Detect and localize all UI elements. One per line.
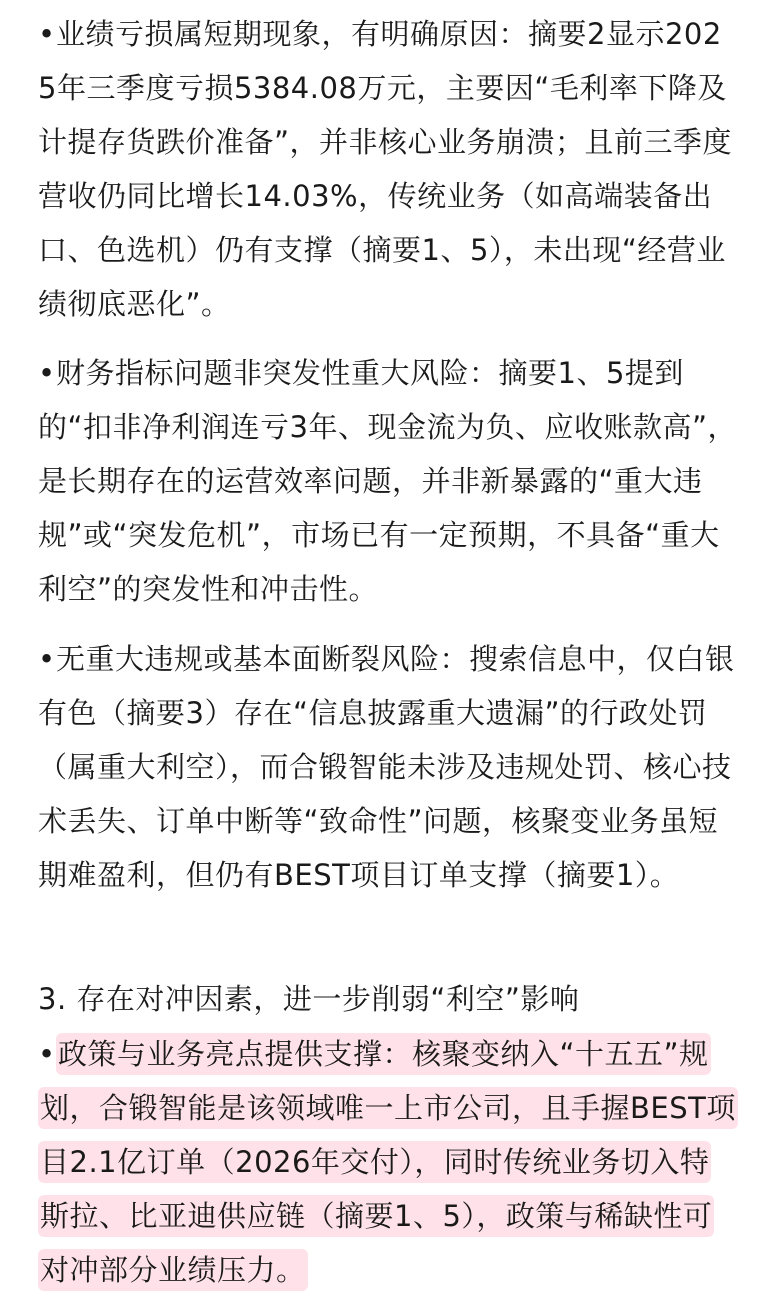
section-heading-hedging-factors: 3. 存在对冲因素，进一步削弱“利空”影响 xyxy=(38,982,580,1016)
bullet-marker: • xyxy=(38,17,56,51)
bullet-paragraph-no-violation-risk xyxy=(38,632,738,902)
bullet-paragraph-financial-indicators xyxy=(38,346,738,616)
paragraph-text: 财务指标问题非突发性重大风险：摘要1、5提到的“扣非净利润连亏3年、现金流为负、应收账款高”，是长期存在的运营效率问题，并非新暴露的“重大违规”或“突发危机”，市场已有一定预期，不具备“重大利空”的突发性和冲击性。 xyxy=(38,356,737,606)
bullet-paragraph-performance-loss xyxy=(38,7,738,331)
bullet-marker: • xyxy=(38,642,56,676)
bullet-paragraph-policy-support xyxy=(38,1027,738,1297)
bullet-marker: • xyxy=(38,356,56,390)
highlighted-text: 政策与业务亮点提供支撑：核聚变纳入“十五五”规划，合锻智能是该领域唯一上市公司，且手握BEST项目2.1亿订单（2026年交付），同时传统业务切入特斯拉、比亚迪供应链（摘要1、5），政策与稀缺性可对冲部分业绩压力。 xyxy=(38,1033,738,1291)
paragraph-text: 业绩亏损属短期现象，有明确原因：摘要2显示2025年三季度亏损5384.08万元，主要因“毛利率下降及计提存货跌价准备”，并非核心业务崩溃；且前三季度营收仍同比增长14.03%，传统业务（如高端装备出口、色选机）仍有支撑（摘要1、5），未出现“经营业绩彻底恶化”。 xyxy=(38,17,733,321)
bullet-marker: • xyxy=(38,1037,56,1071)
paragraph-text: 无重大违规或基本面断裂风险：搜索信息中，仅白银有色（摘要3）存在“信息披露重大遗漏”的行政处罚（属重大利空），而合锻智能未涉及违规处罚、核心技术丢失、订单中断等“致命性”问题，核聚变业务虽短期难盈利，但仍有BEST项目订单支撑（摘要1）。 xyxy=(38,642,735,892)
